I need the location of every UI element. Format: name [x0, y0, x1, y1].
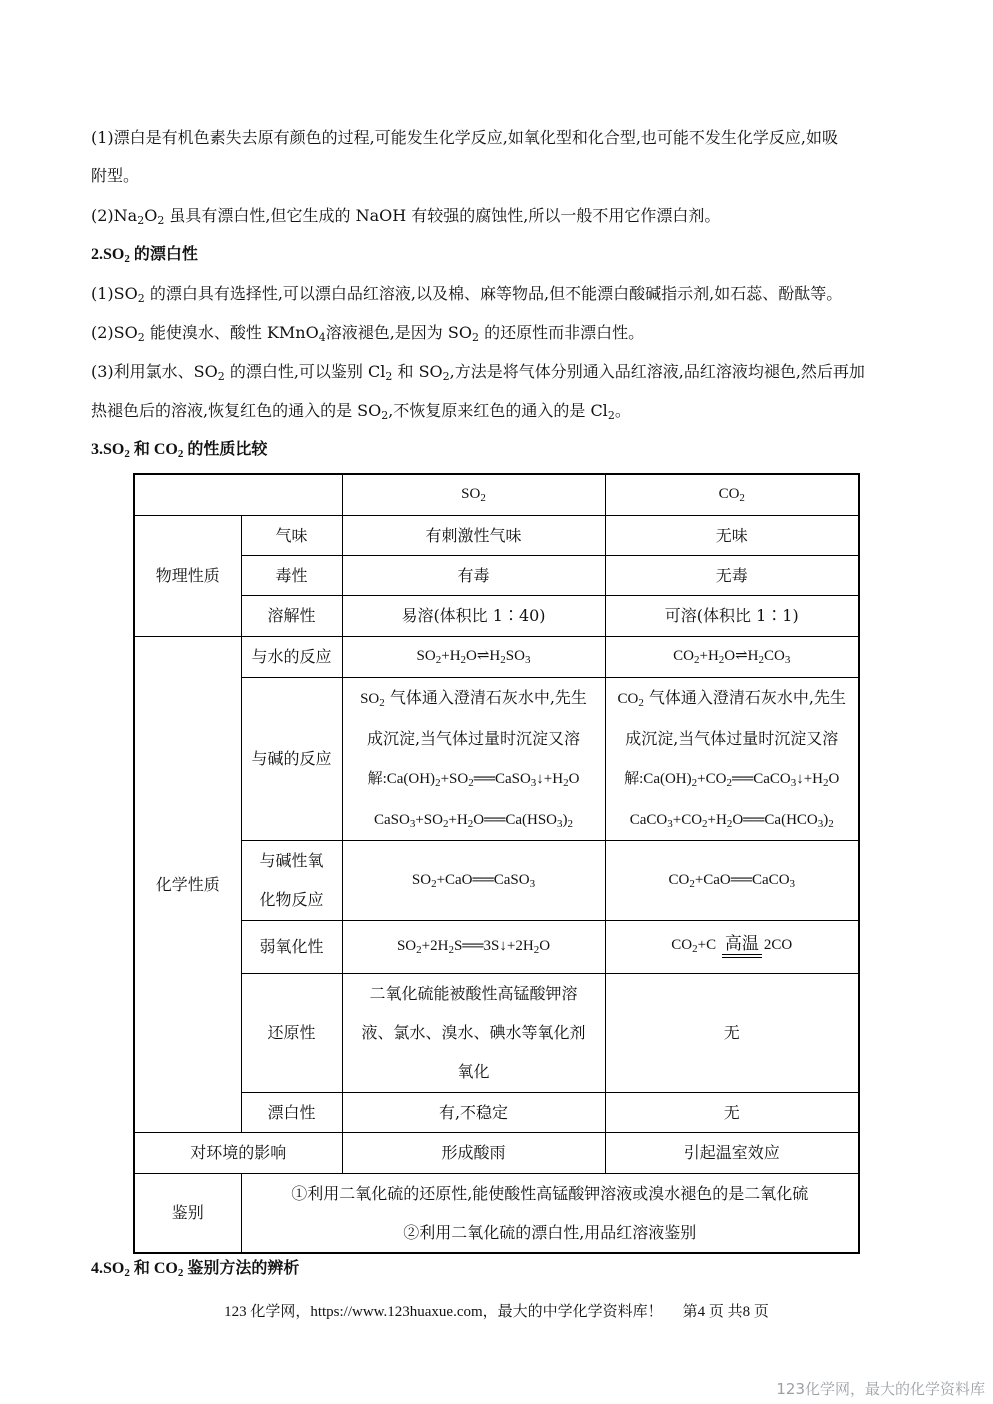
table-row	[134, 840, 859, 920]
table-row	[134, 595, 859, 636]
cell-oxide-co2: $CO_2+CaO══CaCO_3$	[605, 840, 859, 920]
cell-reducing-so2: 二氧化硫能被酸性高锰酸钾溶 液、氯水、溴水、碘水等氧化剂 氧化	[342, 973, 605, 1092]
row-label-toxicity: 毒性	[241, 555, 342, 595]
cell-bleach-so2: 有,不稳定	[342, 1092, 605, 1132]
page-footer: 123 化学网，https://www.123huaxue.com，最大的中学化学资料库！ 第4 页 共8 页	[224, 1304, 769, 1320]
row-label-solubility: 溶解性	[241, 595, 342, 636]
table-row	[134, 1173, 859, 1253]
table-header-so2: $SO_2$	[342, 474, 605, 515]
cell-water-so2: $SO_2+H_2O\rightleftharpoons H_2SO_3$	[342, 636, 605, 677]
heading-comparison: $3.SO_2$ 和 $CO_2$ 的性质比较	[91, 441, 268, 460]
cell-reducing-co2: 无	[605, 973, 859, 1092]
row-label-identify: 鉴别	[134, 1173, 241, 1253]
row-group-physical: 物理性质	[134, 515, 241, 636]
cell-oxide-so2: $SO_2+CaO══CaSO_3$	[342, 840, 605, 920]
cell-weakox-co2: $CO_2+C$ 高温 2CO	[605, 920, 859, 973]
table-header-row	[134, 474, 859, 515]
table-row	[134, 677, 859, 840]
row-group-chemical: 化学性质	[134, 636, 241, 1132]
table-row	[134, 555, 859, 595]
row-label-environment: 对环境的影响	[134, 1132, 342, 1173]
table-row	[134, 1092, 859, 1132]
row-label-water: 与水的反应	[241, 636, 342, 677]
para-na2o2: $(2)Na_2O_2$ 虽具有漂白性,但它生成的 NaOH 有较强的腐蚀性,所以一般不用它作漂白剂。	[91, 206, 721, 227]
row-label-odor: 气味	[241, 515, 342, 555]
cell-env-co2: 引起温室效应	[605, 1132, 859, 1173]
row-label-weak-oxidizing: 弱氧化性	[241, 920, 342, 973]
para-so2-reducing: $(2)SO_2$ 能使溴水、酸性 KMnO$_4$溶液褪色,是因为 $SO_2$ 的还原性而非漂白性。	[91, 323, 645, 344]
cell-base-so2: $SO_2$ 气体通入澄清石灰水中,先生 成沉淀,当气体过量时沉淀又溶 解$:Ca(OH)_2+SO_2══CaSO_3↓+H_2O$ $CaSO_3+SO_2+H_2O══Ca(HSO_3)_2$	[342, 677, 605, 840]
cell-env-so2: 形成酸雨	[342, 1132, 605, 1173]
cell-tox-so2: 有毒	[342, 555, 605, 595]
cell-sol-co2: 可溶(体积比 1∶1)	[605, 595, 859, 636]
para-bleaching-definition: (1)漂白是有机色素失去原有颜色的过程,可能发生化学反应,如氧化型和化合型,也可能不发生化学反应,如吸 附型。	[91, 128, 839, 185]
cell-water-co2: $CO_2+H_2O\rightleftharpoons H_2CO_3$	[605, 636, 859, 677]
cell-sol-so2: 易溶(体积比 1∶40)	[342, 595, 605, 636]
table-header-empty	[134, 474, 342, 515]
table-row	[134, 1132, 859, 1173]
cell-odor-so2: 有刺激性气味	[342, 515, 605, 555]
watermark: 123化学网，最大的化学资料库	[776, 1380, 985, 1398]
cell-weakox-so2: $SO_2+2H_2S══3S↓+2H_2O$	[342, 920, 605, 973]
row-label-bleaching: 漂白性	[241, 1092, 342, 1132]
heading-so2-bleaching: $2.SO_2$ 的漂白性	[91, 246, 198, 265]
page-number: 第4 页 共8 页	[682, 1304, 769, 1320]
table-header-co2: $CO_2$	[605, 474, 859, 515]
cell-identify: ①利用二氧化硫的还原性,能使酸性高锰酸钾溶液或溴水褪色的是二氧化硫 ②利用二氧化硫的漂白性,用品红溶液鉴别	[241, 1173, 859, 1253]
para-so2-selectivity: $(1)SO_2$ 的漂白具有选择性,可以漂白品红溶液,以及棉、麻等物品,但不能漂白酸碱指示剂,如石蕊、酚酞等。	[91, 284, 843, 305]
comparison-table	[133, 473, 860, 1254]
cell-tox-co2: 无毒	[605, 555, 859, 595]
table-row	[134, 515, 859, 555]
row-label-reducing: 还原性	[241, 973, 342, 1092]
row-label-basic-oxide: 与碱性氧 化物反应	[241, 840, 342, 920]
cell-bleach-co2: 无	[605, 1092, 859, 1132]
row-label-base: 与碱的反应	[241, 677, 342, 840]
cell-odor-co2: 无味	[605, 515, 859, 555]
table-row	[134, 973, 859, 1092]
table-row	[134, 636, 859, 677]
table-row	[134, 920, 859, 973]
heading-identify-analysis: $4.SO_2$ 和 $CO_2$ 鉴别方法的辨析	[91, 1260, 300, 1279]
cell-base-co2: $CO_2$ 气体通入澄清石灰水中,先生 成沉淀,当气体过量时沉淀又溶 解$:Ca(OH)_2+CO_2══CaCO_3↓+H_2O$ $CaCO_3+CO_2+H_2O══Ca(HCO_3)_2$	[605, 677, 859, 840]
para-so2-cl2-identify: (3)利用氯水、$SO_2$ 的漂白性,可以鉴别 $Cl_2$ 和 $SO_2$,方法是将气体分别通入品红溶液,品红溶液均褪色,然后再加 热褪色后的溶液,恢复红色的通入的是 $SO_2$,不恢复原来红色的通入的是 $Cl_2$。	[91, 362, 865, 422]
high-temperature-condition: 高温	[722, 936, 762, 958]
